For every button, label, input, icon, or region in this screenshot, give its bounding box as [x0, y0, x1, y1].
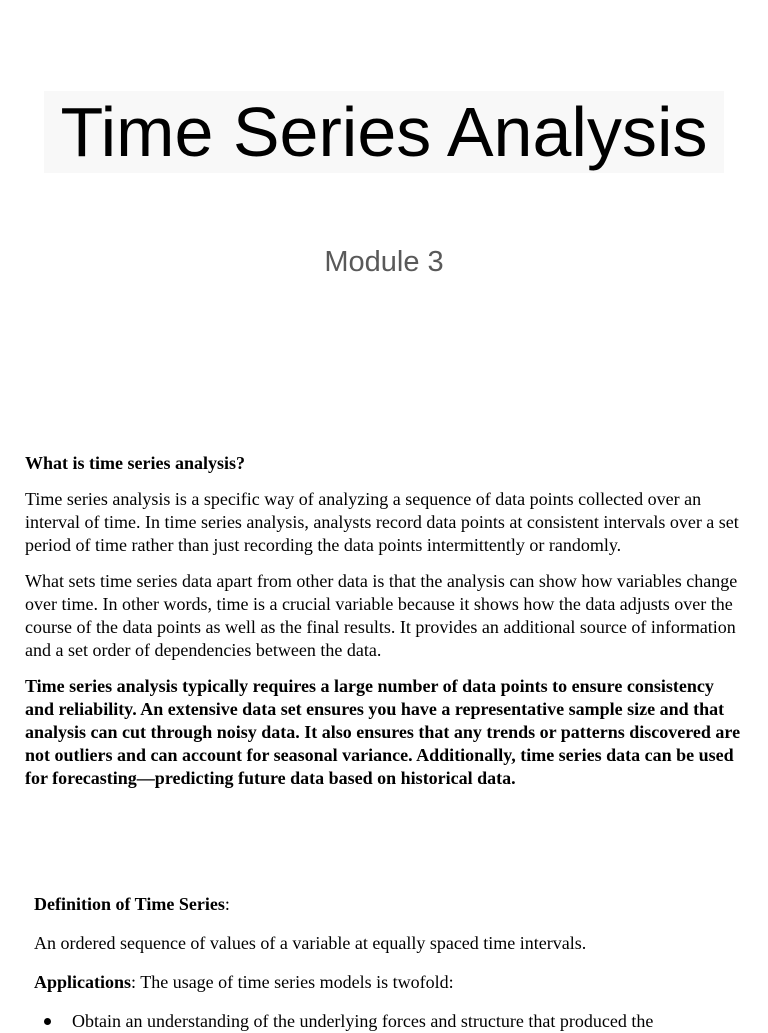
definition-section — [34, 893, 746, 1033]
intro-paragraph-3: Time series analysis typically requires a large number of data points to ensure consistency and reliability. An extensive data set ensures you have a representative sample size and that analysis can cut through noisy data. It also ensures that any trends or patterns discovered are not outliers and can account for seasonal variance. Additionally, time series data can be used for forecasting—predicting future data based on historical data. — [25, 676, 741, 788]
intro-paragraph-1: Time series analysis is a specific way of analyzing a sequence of data points collected over an interval of time. In time series analysis, analysts record data points at consistent intervals over a set period of time rather than just recording the data points intermittently or randomly. — [25, 489, 739, 555]
list-item — [34, 1010, 746, 1033]
intro-paragraph-2: What sets time series data apart from other data is that the analysis can show how variables change over time. In other words, time is a crucial variable because it shows how the data adjusts over the course of the data points as well as the final results. It provides an additional source of information and a set order of dependencies between the data. — [25, 571, 738, 660]
page-subtitle: Module 3 — [324, 246, 444, 278]
definition-line — [34, 893, 746, 916]
intro-section — [25, 452, 747, 803]
page-title: Time Series Analysis — [60, 93, 708, 171]
applications-list — [34, 1010, 746, 1033]
list-item-text: Obtain an understanding of the underlying forces and structure that produced the — [72, 1011, 654, 1031]
definition-text: An ordered sequence of values of a variable at equally spaced time intervals. — [34, 933, 587, 953]
definition-label-suffix: : — [224, 894, 230, 914]
applications-text: : The usage of time series models is twofold: — [131, 972, 454, 992]
applications-line — [34, 971, 746, 994]
applications-label: Applications — [34, 972, 132, 992]
section-question: What is time series analysis? — [25, 453, 245, 473]
definition-label: Definition of Time Series — [34, 894, 225, 914]
